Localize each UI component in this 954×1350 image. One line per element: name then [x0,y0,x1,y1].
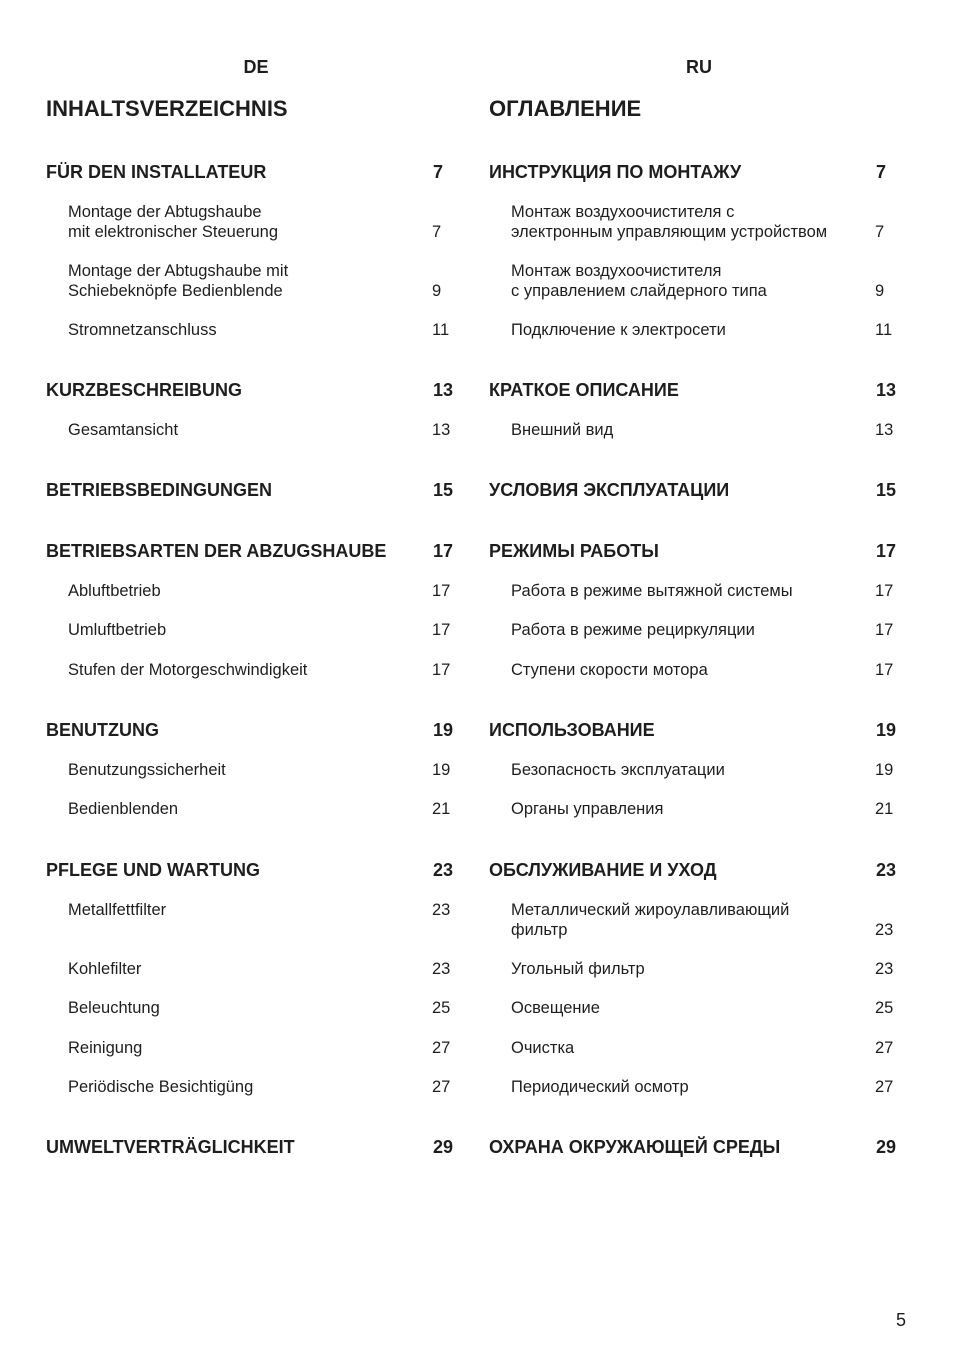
toc-column-de [46,0,476,1350]
toc-title: INHALTSVERZEICHNIS [46,96,288,121]
toc-subsection [46,660,456,680]
toc-section [46,161,456,183]
toc-entry-page: 29 [433,1137,454,1157]
toc-section [489,161,899,183]
toc-entry-page: 21 [875,800,894,818]
toc-entry-page: 19 [433,720,454,740]
toc-entry-label: Угольный фильтр [511,960,645,978]
toc-entry-page: 27 [432,1039,451,1057]
toc-subsection [489,202,899,242]
toc-entry-label: Gesamtansicht [68,421,179,439]
toc-subsection [46,420,456,440]
toc-entry-label: KURZBESCHREIBUNG [46,380,243,400]
toc-subsection [46,620,456,640]
toc-entry-label: Безопасность эксплуатации [511,761,725,779]
toc-entry-label: Metallfettfilter [68,901,167,919]
toc-entry-label: Stufen der Motorgeschwindigkeit [68,661,308,679]
toc-entry-label: Abluftbetrieb [68,582,161,600]
toc-entry-page: 7 [876,162,887,182]
toc-entry-label: РЕЖИМЫ РАБОТЫ [489,541,659,561]
toc-entry-label: Stromnetzanschluss [68,321,217,339]
toc-entry-page: 17 [432,661,451,679]
toc-entry-page: 13 [875,421,894,439]
toc-entry-label: Montage der Abtugshaube mit elektronischer Steuerung [68,203,279,241]
toc-subsection [46,202,456,242]
toc-entry-label: Bedienblenden [68,800,179,818]
toc-section [46,479,456,501]
toc-entry-page: 21 [432,800,451,818]
toc-subsection [489,760,899,780]
toc-entry-page: 27 [432,1078,451,1096]
toc-entry-page: 23 [432,901,451,919]
toc-subsection [46,1038,456,1058]
toc-entry-page: 23 [433,860,454,880]
toc-entry-label: Beleuchtung [68,999,160,1017]
toc-subsection [489,420,899,440]
toc-entry-label: ИСПОЛЬЗОВАНИЕ [489,720,655,740]
toc-entry-page: 7 [875,223,885,241]
toc-entry-label: Benutzungssicherheit [68,761,226,779]
language-code: DE [243,57,269,77]
toc-entry-page: 19 [876,720,897,740]
toc-entry-label: Montage der Abtugshaube mit Schiebeknöpfe Bedienblende [68,262,289,300]
toc-entry-label: Kohlefilter [68,960,142,978]
toc-section [489,479,899,501]
toc-entry-label: Очистка [511,1039,575,1057]
toc-entry-label: BETRIEBSBEDINGUNGEN [46,480,273,500]
toc-entry-label: Ступени скорости мотора [511,661,708,679]
toc-entry-page: 23 [876,860,897,880]
toc-subsection [489,959,899,979]
toc-subsection [46,320,456,340]
toc-entry-label: Освещение [511,999,600,1017]
toc-subsection [489,620,899,640]
toc-entry-label: Металлический жироулавливающий фильтр [511,901,790,939]
toc-entry-page: 23 [875,921,894,939]
toc-section [489,1136,899,1158]
toc-entry-page: 19 [432,761,451,779]
toc-subsection [46,799,456,819]
toc-entry-page: 17 [432,582,451,600]
toc-entry-label: Periödische Besichtigüng [68,1078,254,1096]
toc-subsection [46,760,456,780]
page-number: 5 [896,1310,907,1330]
toc-entry-label: ОХРАНА ОКРУЖАЮЩЕЙ СРЕДЫ [489,1137,781,1157]
toc-entry-label: КРАТКОЕ ОПИСАНИЕ [489,380,679,400]
toc-section [46,859,456,881]
toc-subsection [489,900,899,940]
toc-entry-label: Подключение к электросети [511,321,726,339]
language-code: RU [686,57,712,77]
toc-entry-label: BETRIEBSARTEN DER ABZUGSHAUBE [46,541,387,561]
toc-subsection [46,1077,456,1097]
toc-entry-label: Umluftbetrieb [68,621,167,639]
toc-subsection [46,261,456,301]
toc-section [46,719,456,741]
toc-entry-page: 15 [876,480,897,500]
toc-subsection [489,1038,899,1058]
toc-entry-page: 9 [875,282,885,300]
toc-entry-page: 17 [875,621,894,639]
toc-column-ru [489,0,919,1350]
toc-section [46,379,456,401]
toc-entry-label: BENUTZUNG [46,720,159,740]
toc-entry-label: Периодический осмотр [511,1078,689,1096]
toc-entry-page: 29 [876,1137,897,1157]
toc-subsection [489,799,899,819]
toc-entry-page: 13 [876,380,897,400]
toc-entry-page: 7 [433,162,444,182]
toc-entry-page: 17 [433,541,454,561]
toc-entry-page: 15 [433,480,454,500]
toc-entry-label: PFLEGE UND WARTUNG [46,860,260,880]
toc-section [489,540,899,562]
toc-section [489,859,899,881]
toc-entry-page: 7 [432,223,442,241]
toc-entry-label: ИНСТРУКЦИЯ ПО МОНТАЖУ [489,162,742,182]
toc-subsection [489,320,899,340]
toc-section [489,379,899,401]
toc-title: ОГЛАВЛЕНИЕ [489,96,642,121]
toc-entry-label: Reinigung [68,1039,143,1057]
toc-section [46,1136,456,1158]
toc-entry-label: Работа в режиме вытяжной системы [511,582,793,600]
toc-section [46,540,456,562]
toc-subsection [489,581,899,601]
toc-entry-page: 25 [875,999,894,1017]
toc-subsection [46,959,456,979]
toc-subsection [489,261,899,301]
toc-entry-label: Внешний вид [511,421,614,439]
toc-entry-page: 11 [432,321,450,339]
toc-entry-page: 25 [432,999,451,1017]
toc-entry-page: 13 [432,421,451,439]
toc-entry-page: 13 [433,380,454,400]
toc-subsection [489,1077,899,1097]
toc-subsection [489,998,899,1018]
toc-entry-page: 17 [875,582,894,600]
toc-entry-label: УСЛОВИЯ ЭКСПЛУАТАЦИИ [489,480,730,500]
toc-entry-label: Монтаж воздухоочистителя с управлением слайдерного типа [511,262,767,300]
toc-entry-label: UMWELTVERTRÄGLICHKEIT [46,1137,295,1157]
toc-entry-label: Работа в режиме рециркуляции [511,621,755,639]
toc-entry-page: 23 [432,960,451,978]
toc-subsection [46,998,456,1018]
toc-entry-page: 23 [875,960,894,978]
toc-entry-page: 9 [432,282,442,300]
toc-entry-page: 11 [875,321,893,339]
toc-entry-page: 27 [875,1039,894,1057]
toc-entry-label: Органы управления [511,800,664,818]
toc-subsection [489,660,899,680]
toc-subsection [46,581,456,601]
toc-entry-page: 17 [432,621,451,639]
toc-entry-page: 17 [875,661,894,679]
toc-entry-page: 17 [876,541,897,561]
toc-entry-label: Монтаж воздухоочистителя с электронным управляющим устройством [511,203,828,241]
toc-entry-page: 27 [875,1078,894,1096]
toc-subsection [46,900,456,920]
toc-entry-label: ОБСЛУЖИВАНИЕ И УХОД [489,860,717,880]
toc-section [489,719,899,741]
toc-entry-page: 19 [875,761,894,779]
toc-entry-label: FÜR DEN INSTALLATEUR [46,162,267,182]
